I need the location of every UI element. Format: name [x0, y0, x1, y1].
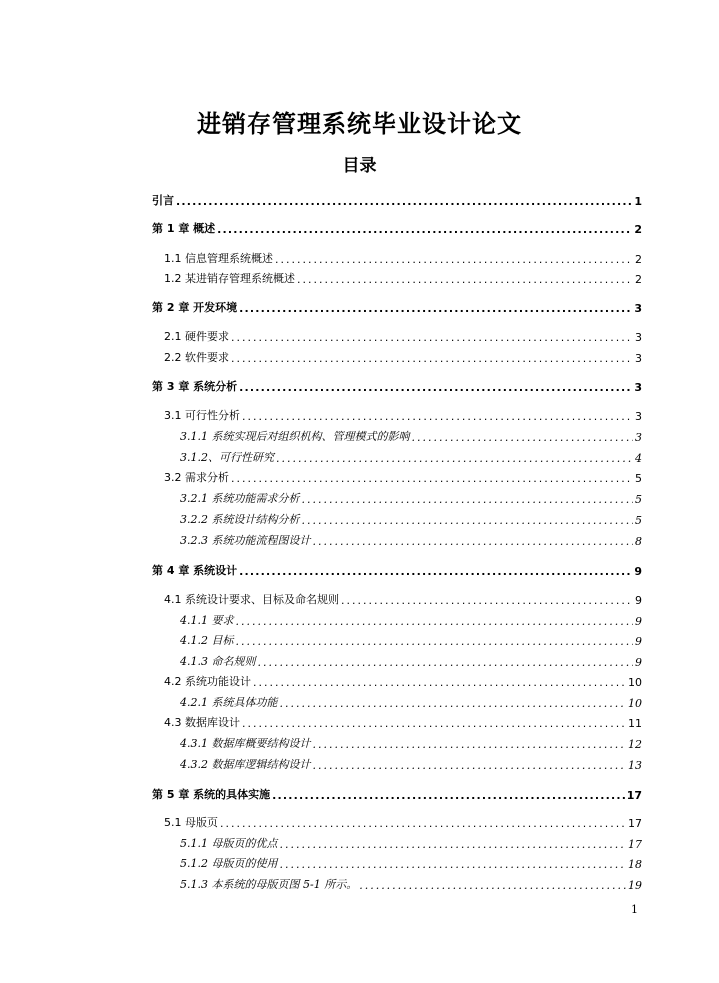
toc-leader-dots: [272, 789, 625, 802]
toc-entry-page: 10: [628, 676, 642, 689]
toc-entry-title: 3.2.2 系统设计结构分析: [180, 513, 300, 526]
toc-entry-page: 2: [634, 223, 642, 236]
toc-entry-page: 10: [628, 697, 642, 710]
toc-entry[interactable]: [164, 250, 642, 266]
toc-entry[interactable]: [152, 378, 642, 394]
toc-entry-page: 9: [635, 615, 642, 628]
toc-leader-dots: [280, 858, 627, 871]
toc-entry[interactable]: [180, 835, 642, 851]
toc-entry-page: 8: [635, 535, 642, 548]
toc-entry-page: 11: [628, 717, 642, 730]
toc-entry-page: 9: [635, 594, 642, 607]
toc-entry-title: 4.1.1 要求: [180, 614, 234, 627]
toc-entry-page: 5: [635, 514, 642, 527]
toc-entry[interactable]: [180, 694, 642, 710]
toc-leader-dots: [280, 697, 627, 710]
toc-entry-title: 4.1.3 命名规则: [180, 655, 256, 668]
toc-entry-title: 第 1 章 概述: [152, 222, 216, 235]
toc-entry-page: 9: [635, 635, 642, 648]
toc-leader-dots: [242, 410, 633, 423]
toc-entry[interactable]: [180, 735, 642, 751]
toc-heading: 目录: [342, 156, 377, 176]
toc-entry-page: 2: [635, 273, 642, 286]
toc-entry-title: 4.1.2 目标: [180, 634, 234, 647]
toc-leader-dots: [280, 838, 627, 851]
toc-leader-dots: [231, 331, 633, 344]
toc-entry[interactable]: [180, 876, 642, 892]
toc-leader-dots: [313, 759, 627, 772]
toc-entry-page: 12: [628, 738, 642, 751]
toc-entry[interactable]: [152, 192, 642, 208]
toc-leader-dots: [239, 381, 632, 394]
toc-entry-title: 1.2 某进销存管理系统概述: [164, 272, 295, 285]
toc-leader-dots: [239, 565, 632, 578]
toc-entry[interactable]: [164, 407, 642, 423]
toc-leader-dots: [341, 594, 633, 607]
toc-entry-title: 3.1 可行性分析: [164, 409, 240, 422]
toc-entry-page: 3: [635, 431, 642, 444]
toc-leader-dots: [302, 514, 634, 527]
toc-entry[interactable]: [180, 449, 642, 465]
toc-leader-dots: [236, 615, 634, 628]
toc-leader-dots: [236, 635, 634, 648]
toc-entry[interactable]: [180, 532, 642, 548]
toc-entry[interactable]: [164, 349, 642, 365]
toc-entry[interactable]: [152, 786, 642, 802]
toc-entry-page: 2: [635, 253, 642, 266]
toc-entry-title: 4.3.1 数据库概要结构设计: [180, 737, 311, 750]
toc-entry[interactable]: [164, 673, 642, 689]
toc-entry[interactable]: [180, 490, 642, 506]
toc-leader-dots: [253, 676, 626, 689]
toc-entry-page: 5: [635, 472, 642, 485]
toc-entry-page: 4: [635, 452, 642, 465]
toc-entry-title: 引言: [152, 194, 174, 207]
toc-entry-title: 5.1.3 本系统的母版页图 5-1 所示。: [180, 878, 358, 891]
toc-leader-dots: [239, 302, 632, 315]
toc-leader-dots: [411, 431, 633, 444]
toc-entry[interactable]: [180, 511, 642, 527]
toc-entry[interactable]: [152, 220, 642, 236]
toc-entry-title: 5.1.1 母版页的优点: [180, 837, 278, 850]
toc-leader-dots: [275, 253, 633, 266]
toc-entry-page: 5: [635, 493, 642, 506]
toc-entry[interactable]: [164, 814, 642, 830]
toc-entry[interactable]: [152, 562, 642, 578]
toc-leader-dots: [302, 493, 634, 506]
toc-entry-title: 第 3 章 系统分析: [152, 380, 238, 393]
toc-entry[interactable]: [180, 428, 642, 444]
toc-entry-title: 3.1.2、可行性研究: [180, 451, 274, 464]
toc-entry[interactable]: [164, 469, 642, 485]
toc-entry-title: 2.1 硬件要求: [164, 330, 229, 343]
toc-leader-dots: [231, 472, 633, 485]
toc-entry[interactable]: [180, 855, 642, 871]
toc-entry-title: 2.2 软件要求: [164, 351, 229, 364]
toc-entry-title: 5.1 母版页: [164, 816, 218, 829]
toc-entry[interactable]: [164, 591, 642, 607]
toc-entry-page: 3: [634, 302, 642, 315]
toc-leader-dots: [176, 195, 632, 208]
toc-entry-page: 3: [635, 352, 642, 365]
toc-leader-dots: [313, 738, 627, 751]
toc-entry-title: 3.2 需求分析: [164, 471, 229, 484]
toc-leader-dots: [276, 452, 633, 465]
toc-entry-title: 3.2.3 系统功能流程图设计: [180, 534, 311, 547]
toc-entry-page: 1: [634, 195, 642, 208]
document-title: 进销存管理系统毕业设计论文: [197, 110, 522, 138]
toc-entry[interactable]: [152, 299, 642, 315]
toc-entry-title: 4.2 系统功能设计: [164, 675, 251, 688]
toc-entry-title: 4.2.1 系统具体功能: [180, 696, 278, 709]
toc-entry-title: 3.1.1 系统实现后对组织机构、管理模式的影响: [180, 430, 410, 443]
toc-entry-title: 4.3.2 数据库逻辑结构设计: [180, 758, 311, 771]
page-number: 1: [631, 903, 638, 916]
toc-entry-title: 1.1 信息管理系统概述: [164, 252, 273, 265]
toc-entry[interactable]: [180, 632, 642, 648]
toc-leader-dots: [220, 817, 626, 830]
toc-leader-dots: [217, 223, 632, 236]
toc-leader-dots: [242, 717, 626, 730]
toc-entry[interactable]: [180, 612, 642, 628]
toc-entry-title: 3.2.1 系统功能需求分析: [180, 492, 300, 505]
toc-entry[interactable]: [164, 714, 642, 730]
toc-entry-title: 5.1.2 母版页的使用: [180, 857, 278, 870]
toc-entry-page: 18: [628, 858, 642, 871]
toc-entry[interactable]: [164, 270, 642, 286]
toc-entry-title: 第 4 章 系统设计: [152, 564, 238, 577]
toc-entry-page: 17: [626, 789, 642, 802]
toc-entry-page: 19: [628, 879, 642, 892]
toc-entry-page: 3: [635, 410, 642, 423]
toc-entry-title: 4.1 系统设计要求、目标及命名规则: [164, 593, 339, 606]
toc-leader-dots: [359, 879, 626, 892]
toc-entry-title: 4.3 数据库设计: [164, 716, 240, 729]
toc-entry[interactable]: [180, 756, 642, 772]
toc-entry-page: 9: [635, 656, 642, 669]
toc-entry-page: 3: [634, 381, 642, 394]
toc-entry-title: 第 2 章 开发环境: [152, 301, 238, 314]
toc-entry-page: 3: [635, 331, 642, 344]
toc-entry-page: 17: [628, 817, 642, 830]
toc-entry[interactable]: [164, 328, 642, 344]
toc-entry-page: 17: [628, 838, 642, 851]
toc-leader-dots: [231, 352, 633, 365]
toc-entry-page: 9: [634, 565, 642, 578]
toc-entry-title: 第 5 章 系统的具体实施: [152, 788, 271, 801]
toc-entry-page: 13: [628, 759, 642, 772]
toc-entry[interactable]: [180, 653, 642, 669]
toc-leader-dots: [258, 656, 634, 669]
toc-leader-dots: [313, 535, 634, 548]
toc-leader-dots: [297, 273, 633, 286]
